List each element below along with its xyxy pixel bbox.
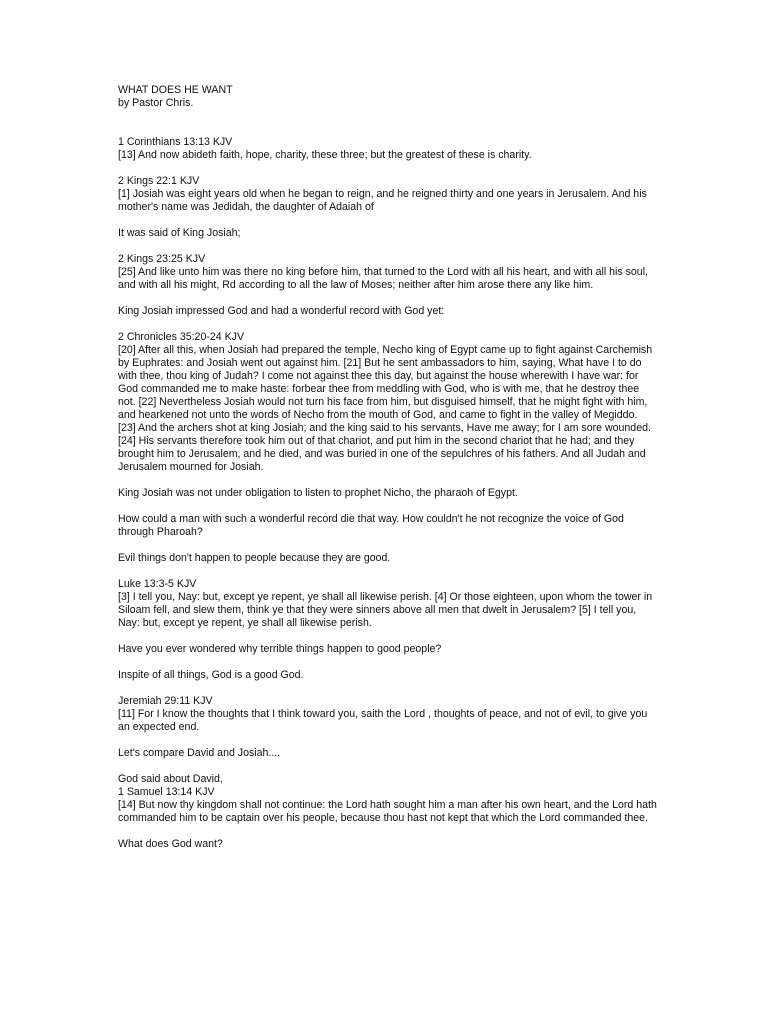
- scripture-reference: 1 Samuel 13:14 KJV: [118, 786, 215, 798]
- paragraph-block: [118, 227, 658, 240]
- paragraph-text: Evil things don't happen to people because they are good.: [118, 552, 391, 564]
- paragraph-block: [118, 578, 658, 630]
- paragraph-block: [118, 747, 658, 760]
- scripture-reference: God said about David,: [118, 773, 223, 785]
- paragraph-text: King Josiah impressed God and had a wonderful record with God yet:: [118, 305, 445, 317]
- paragraph-block: [118, 838, 658, 851]
- paragraph-text: King Josiah was not under obligation to listen to prophet Nicho, the pharaoh of Egypt.: [118, 487, 518, 499]
- paragraph-block: [118, 305, 658, 318]
- document-page: [118, 84, 658, 864]
- scripture-reference: 2 Chronicles 35:20-24 KJV: [118, 331, 245, 343]
- paragraph-text: [14] But now thy kingdom shall not continue: the Lord hath sought him a man after his own heart, and the Lord hath commanded him to be captain over his people, because thou hast not kept that which the Lord commanded thee.: [118, 799, 657, 824]
- paragraph-block: [118, 643, 658, 656]
- paragraph-block: [118, 487, 658, 500]
- paragraph-text: How could a man with such a wonderful record die that way. How couldn't he not recognize the voice of God through Pharoah?: [118, 513, 624, 538]
- paragraph-text: [13] And now abideth faith, hope, charity, these three; but the greatest of these is charity.: [118, 149, 532, 161]
- paragraph-block: [118, 331, 658, 474]
- scripture-reference: 2 Kings 22:1 KJV: [118, 175, 200, 187]
- paragraph-text: [11] For I know the thoughts that I think toward you, saith the Lord , thoughts of peace, and not of evil, to give you an expected end.: [118, 708, 648, 733]
- paragraph-block: [118, 136, 658, 162]
- document-author: by Pastor Chris.: [118, 97, 194, 109]
- scripture-reference: 2 Kings 23:25 KJV: [118, 253, 206, 265]
- scripture-reference: Jeremiah 29:11 KJV: [118, 695, 213, 707]
- paragraph-block: [118, 175, 658, 214]
- paragraph-block: [118, 669, 658, 682]
- paragraph-block: [118, 253, 658, 292]
- paragraph-text: It was said of King Josiah;: [118, 227, 241, 239]
- document-header: [118, 84, 658, 110]
- paragraph-text: What does God want?: [118, 838, 223, 850]
- paragraph-text: Have you ever wondered why terrible things happen to good people?: [118, 643, 442, 655]
- paragraph-text: Let's compare David and Josiah....: [118, 747, 281, 759]
- document-title: WHAT DOES HE WANT: [118, 84, 233, 96]
- paragraph-text: [3] I tell you, Nay: but, except ye repent, ye shall all likewise perish. [4] Or those eighteen, upon whom the tower in Siloam fell, and slew them, think ye that they were sinners above all men that dwelt in Jerusalem? [5] I tell you, Nay: but, except ye repent, ye shall all likewise perish.: [118, 591, 653, 629]
- document-body: [118, 136, 658, 851]
- scripture-reference: 1 Corinthians 13:13 KJV: [118, 136, 233, 148]
- paragraph-block: [118, 773, 658, 825]
- paragraph-block: [118, 513, 658, 539]
- paragraph-text: [25] And like unto him was there no king before him, that turned to the Lord with all his heart, and with all his soul, and with all his might, Rd according to all the law of Moses; neither after him arose there any like him.: [118, 266, 648, 291]
- paragraph-text: [1] Josiah was eight years old when he began to reign, and he reigned thirty and one years in Jerusalem. And his mother's name was Jedidah, the daughter of Adaiah of: [118, 188, 647, 213]
- paragraph-text: Inspite of all things, God is a good God.: [118, 669, 304, 681]
- paragraph-text: [20] After all this, when Josiah had prepared the temple, Necho king of Egypt came up to fight against Carchemish by Euphrates: and Josiah went out against him. [21] But he sent ambassadors to him, saying, What have I to do with thee, thou king of Judah? I come not against thee this day, but against the house wherewith I have war: for God commanded me to make haste: forbear thee from meddling with God, who is with me, that he destroy thee not. [22] Nevertheless Josiah would not turn his face from him, but disguised himself, that he might fight with him, and hearkened not unto the words of Necho from the mouth of God, and came to fight in the valley of Megiddo. [23] And the archers shot at king Josiah; and the king said to his servants, Have me away; for I am sore wounded. [24] His servants therefore took him out of that chariot, and put him in the second chariot that he had; and they brought him to Jerusalem, and he died, and was buried in one of the sepulchres of his fathers. And all Judah and Jerusalem mourned for Josiah.: [118, 344, 653, 473]
- scripture-reference: Luke 13:3-5 KJV: [118, 578, 197, 590]
- paragraph-block: [118, 552, 658, 565]
- paragraph-block: [118, 695, 658, 734]
